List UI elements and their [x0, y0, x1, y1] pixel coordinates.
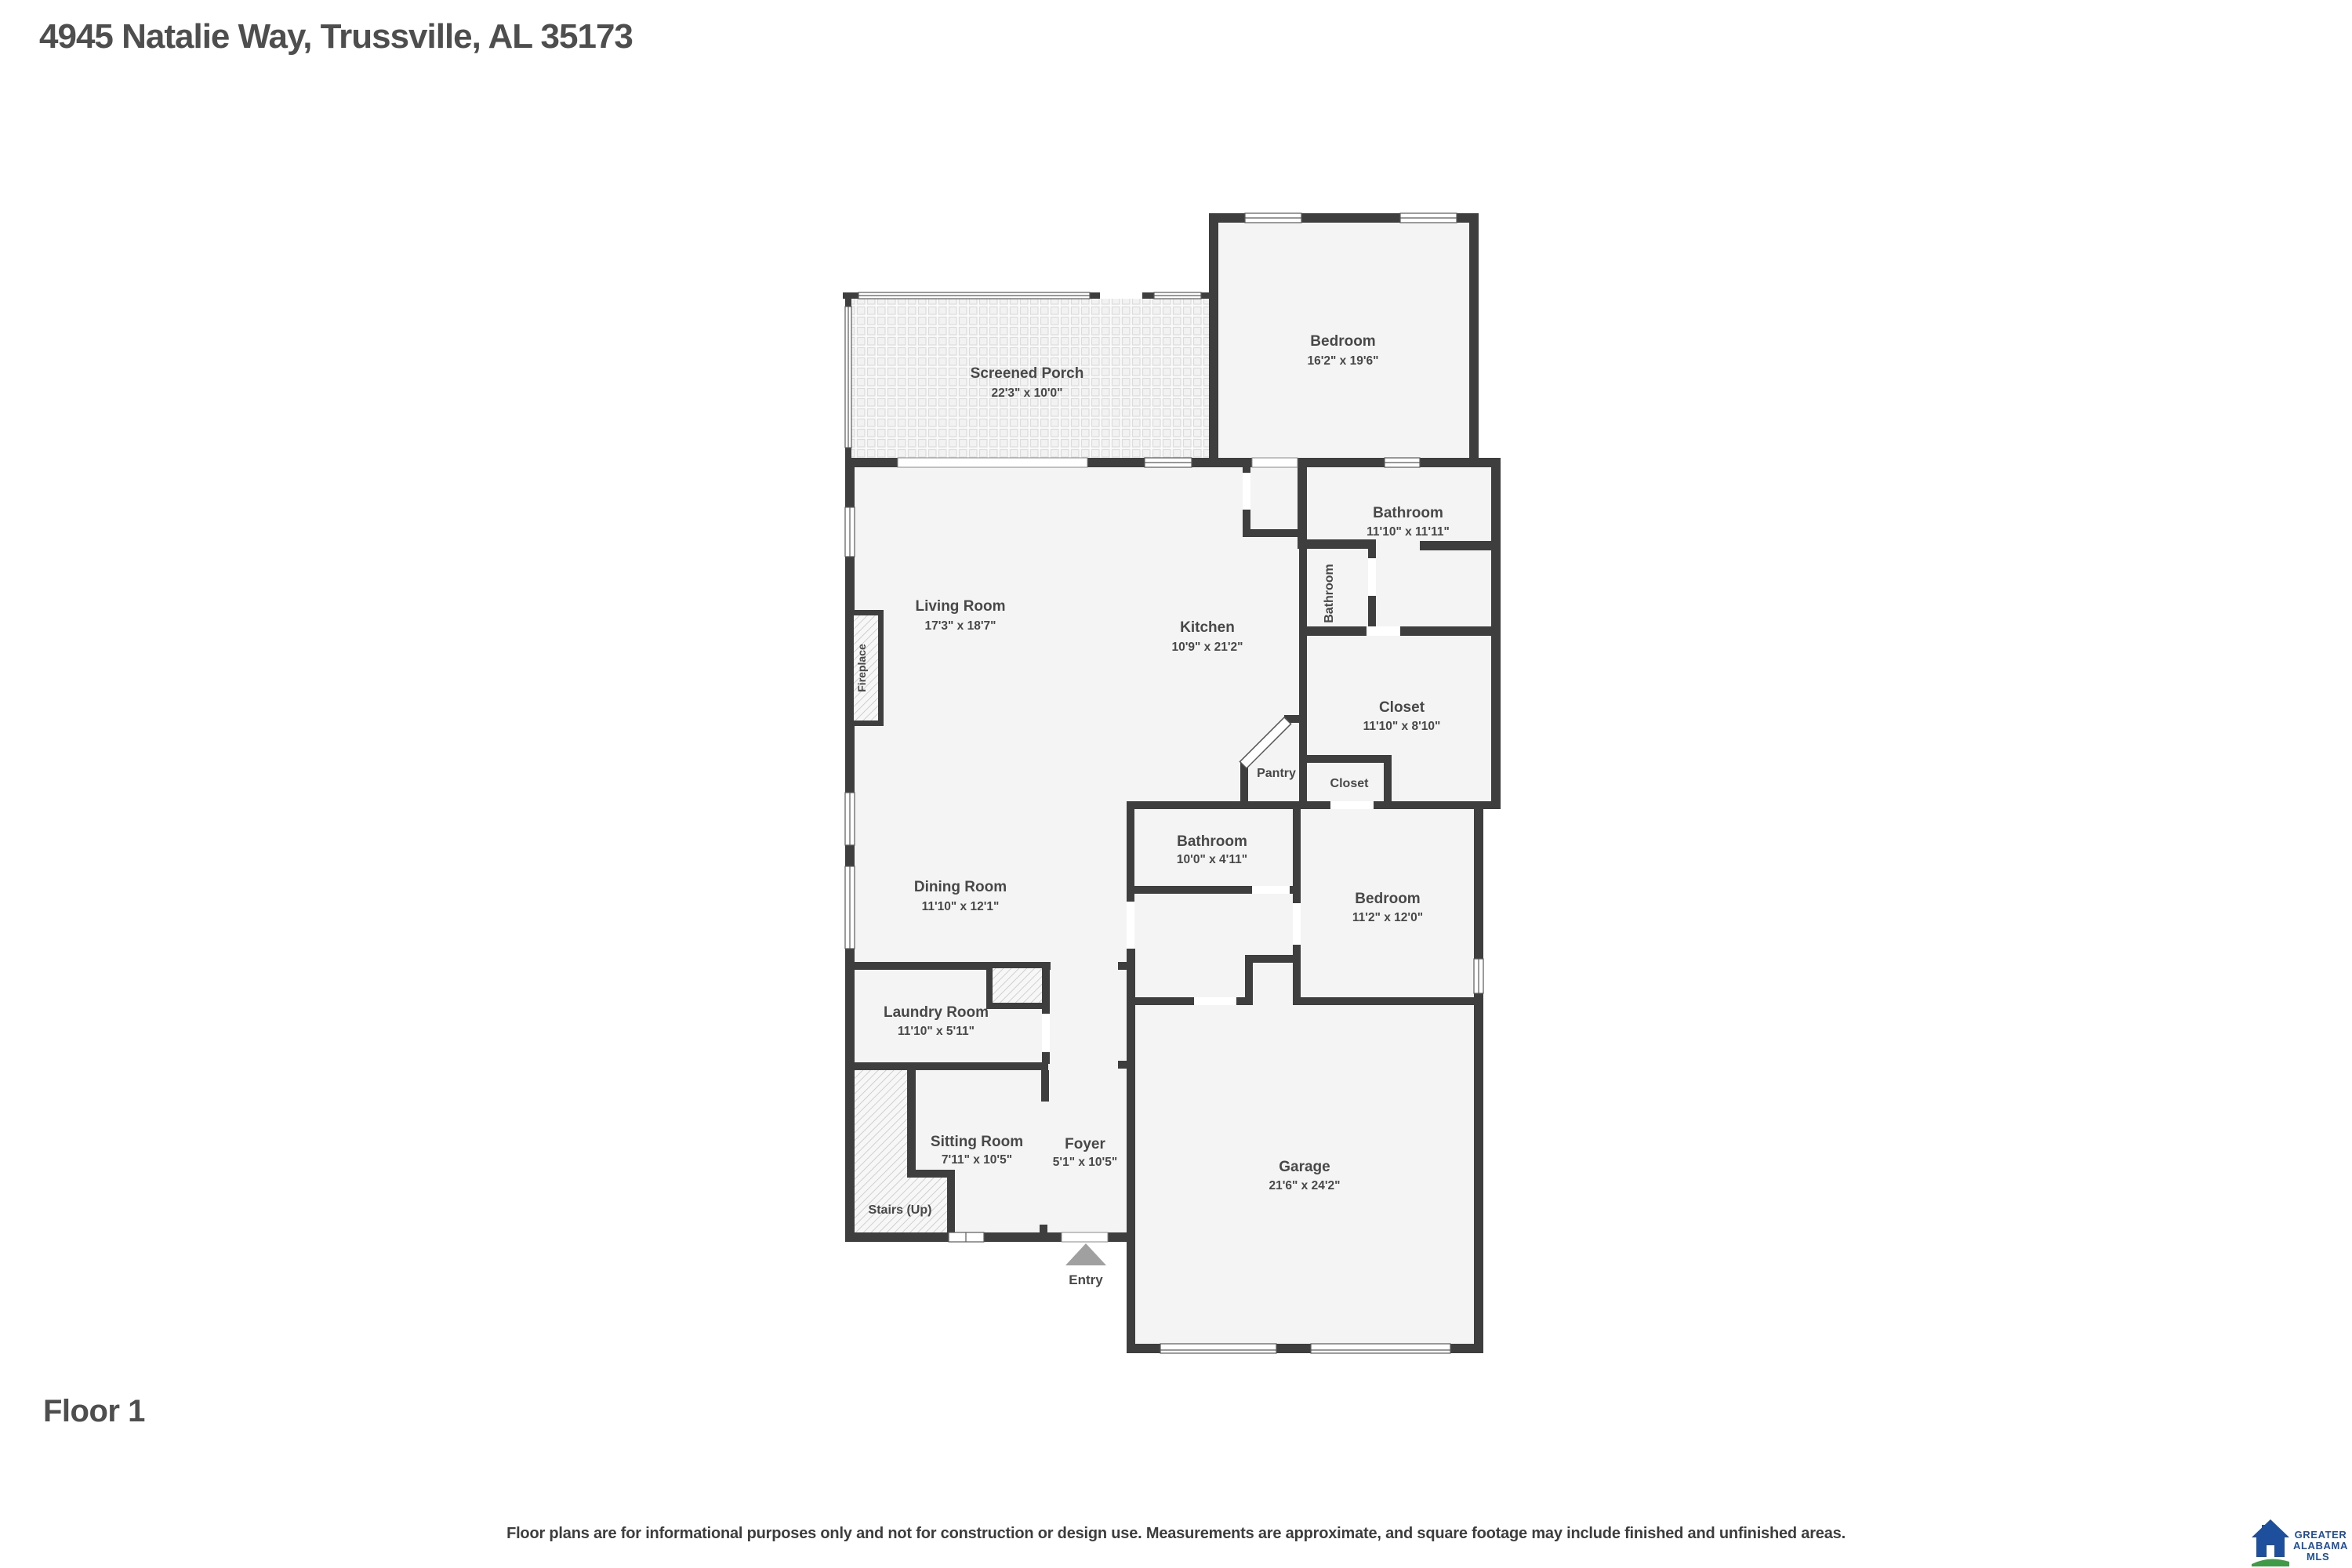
- label-bathroom-main: Bathroom: [1373, 505, 1443, 521]
- house-icon: [2252, 1519, 2289, 1566]
- dims-sitting-room: 7'11" x 10'5": [941, 1153, 1013, 1167]
- label-screened-porch: Screened Porch: [970, 365, 1084, 382]
- dims-foyer: 5'1" x 10'5": [1052, 1156, 1118, 1169]
- disclaimer-text: Floor plans are for informational purposes only and not for construction or design use. Measurements are approximate, and square footage may include finished and unfinished areas.: [506, 1525, 1846, 1542]
- logo-line3: MLS: [2307, 1551, 2330, 1563]
- dims-bathroom-main: 11'10" x 11'11": [1367, 525, 1450, 539]
- laundry-chase: [986, 962, 1048, 1009]
- label-sitting-room: Sitting Room: [930, 1134, 1024, 1150]
- floor-label: Floor 1: [43, 1394, 145, 1428]
- label-foyer: Foyer: [1065, 1136, 1105, 1152]
- label-kitchen: Kitchen: [1180, 619, 1235, 636]
- logo-line1: GREATER: [2294, 1529, 2347, 1541]
- label-living-room: Living Room: [915, 598, 1006, 615]
- label-bathroom-small: Bathroom: [1323, 564, 1336, 623]
- dims-bathroom-mid: 10'0" x 4'11": [1176, 853, 1248, 866]
- dims-living-room: 17'3" x 18'7": [924, 619, 996, 633]
- label-garage: Garage: [1279, 1159, 1330, 1175]
- label-entry: Entry: [1069, 1272, 1103, 1287]
- logo-text: [2293, 1529, 2348, 1563]
- dims-garage: 21'6" x 24'2": [1269, 1179, 1341, 1192]
- label-bathroom-mid: Bathroom: [1177, 833, 1247, 850]
- mls-logo: [2252, 1519, 2352, 1566]
- label-pantry: Pantry: [1257, 767, 1296, 780]
- entry-marker-icon: [1065, 1243, 1106, 1265]
- label-laundry-room: Laundry Room: [883, 1004, 989, 1021]
- page-title: 4945 Natalie Way, Trussville, AL 35173: [39, 17, 633, 56]
- dims-bedroom-mid: 11'2" x 12'0": [1352, 911, 1424, 924]
- dims-laundry-room: 11'10" x 5'11": [898, 1025, 975, 1038]
- label-stairs: Stairs (Up): [868, 1203, 932, 1217]
- floor-areas: [845, 213, 1501, 1353]
- dims-kitchen: 10'9" x 21'2": [1171, 641, 1243, 654]
- label-bedroom-top: Bedroom: [1310, 333, 1376, 350]
- label-closet-large: Closet: [1378, 699, 1425, 716]
- label-dining-room: Dining Room: [913, 879, 1007, 895]
- dims-screened-porch: 22'3" x 10'0": [991, 387, 1063, 400]
- logo-line2: ALABAMA: [2293, 1540, 2348, 1552]
- dims-closet-large: 11'10" x 8'10": [1363, 720, 1441, 733]
- dims-dining-room: 11'10" x 12'1": [921, 900, 1000, 913]
- label-bedroom-mid: Bedroom: [1355, 891, 1421, 907]
- label-closet-small: Closet: [1330, 777, 1369, 790]
- label-fireplace: Fireplace: [855, 644, 868, 692]
- dims-bedroom-top: 16'2" x 19'6": [1307, 354, 1379, 368]
